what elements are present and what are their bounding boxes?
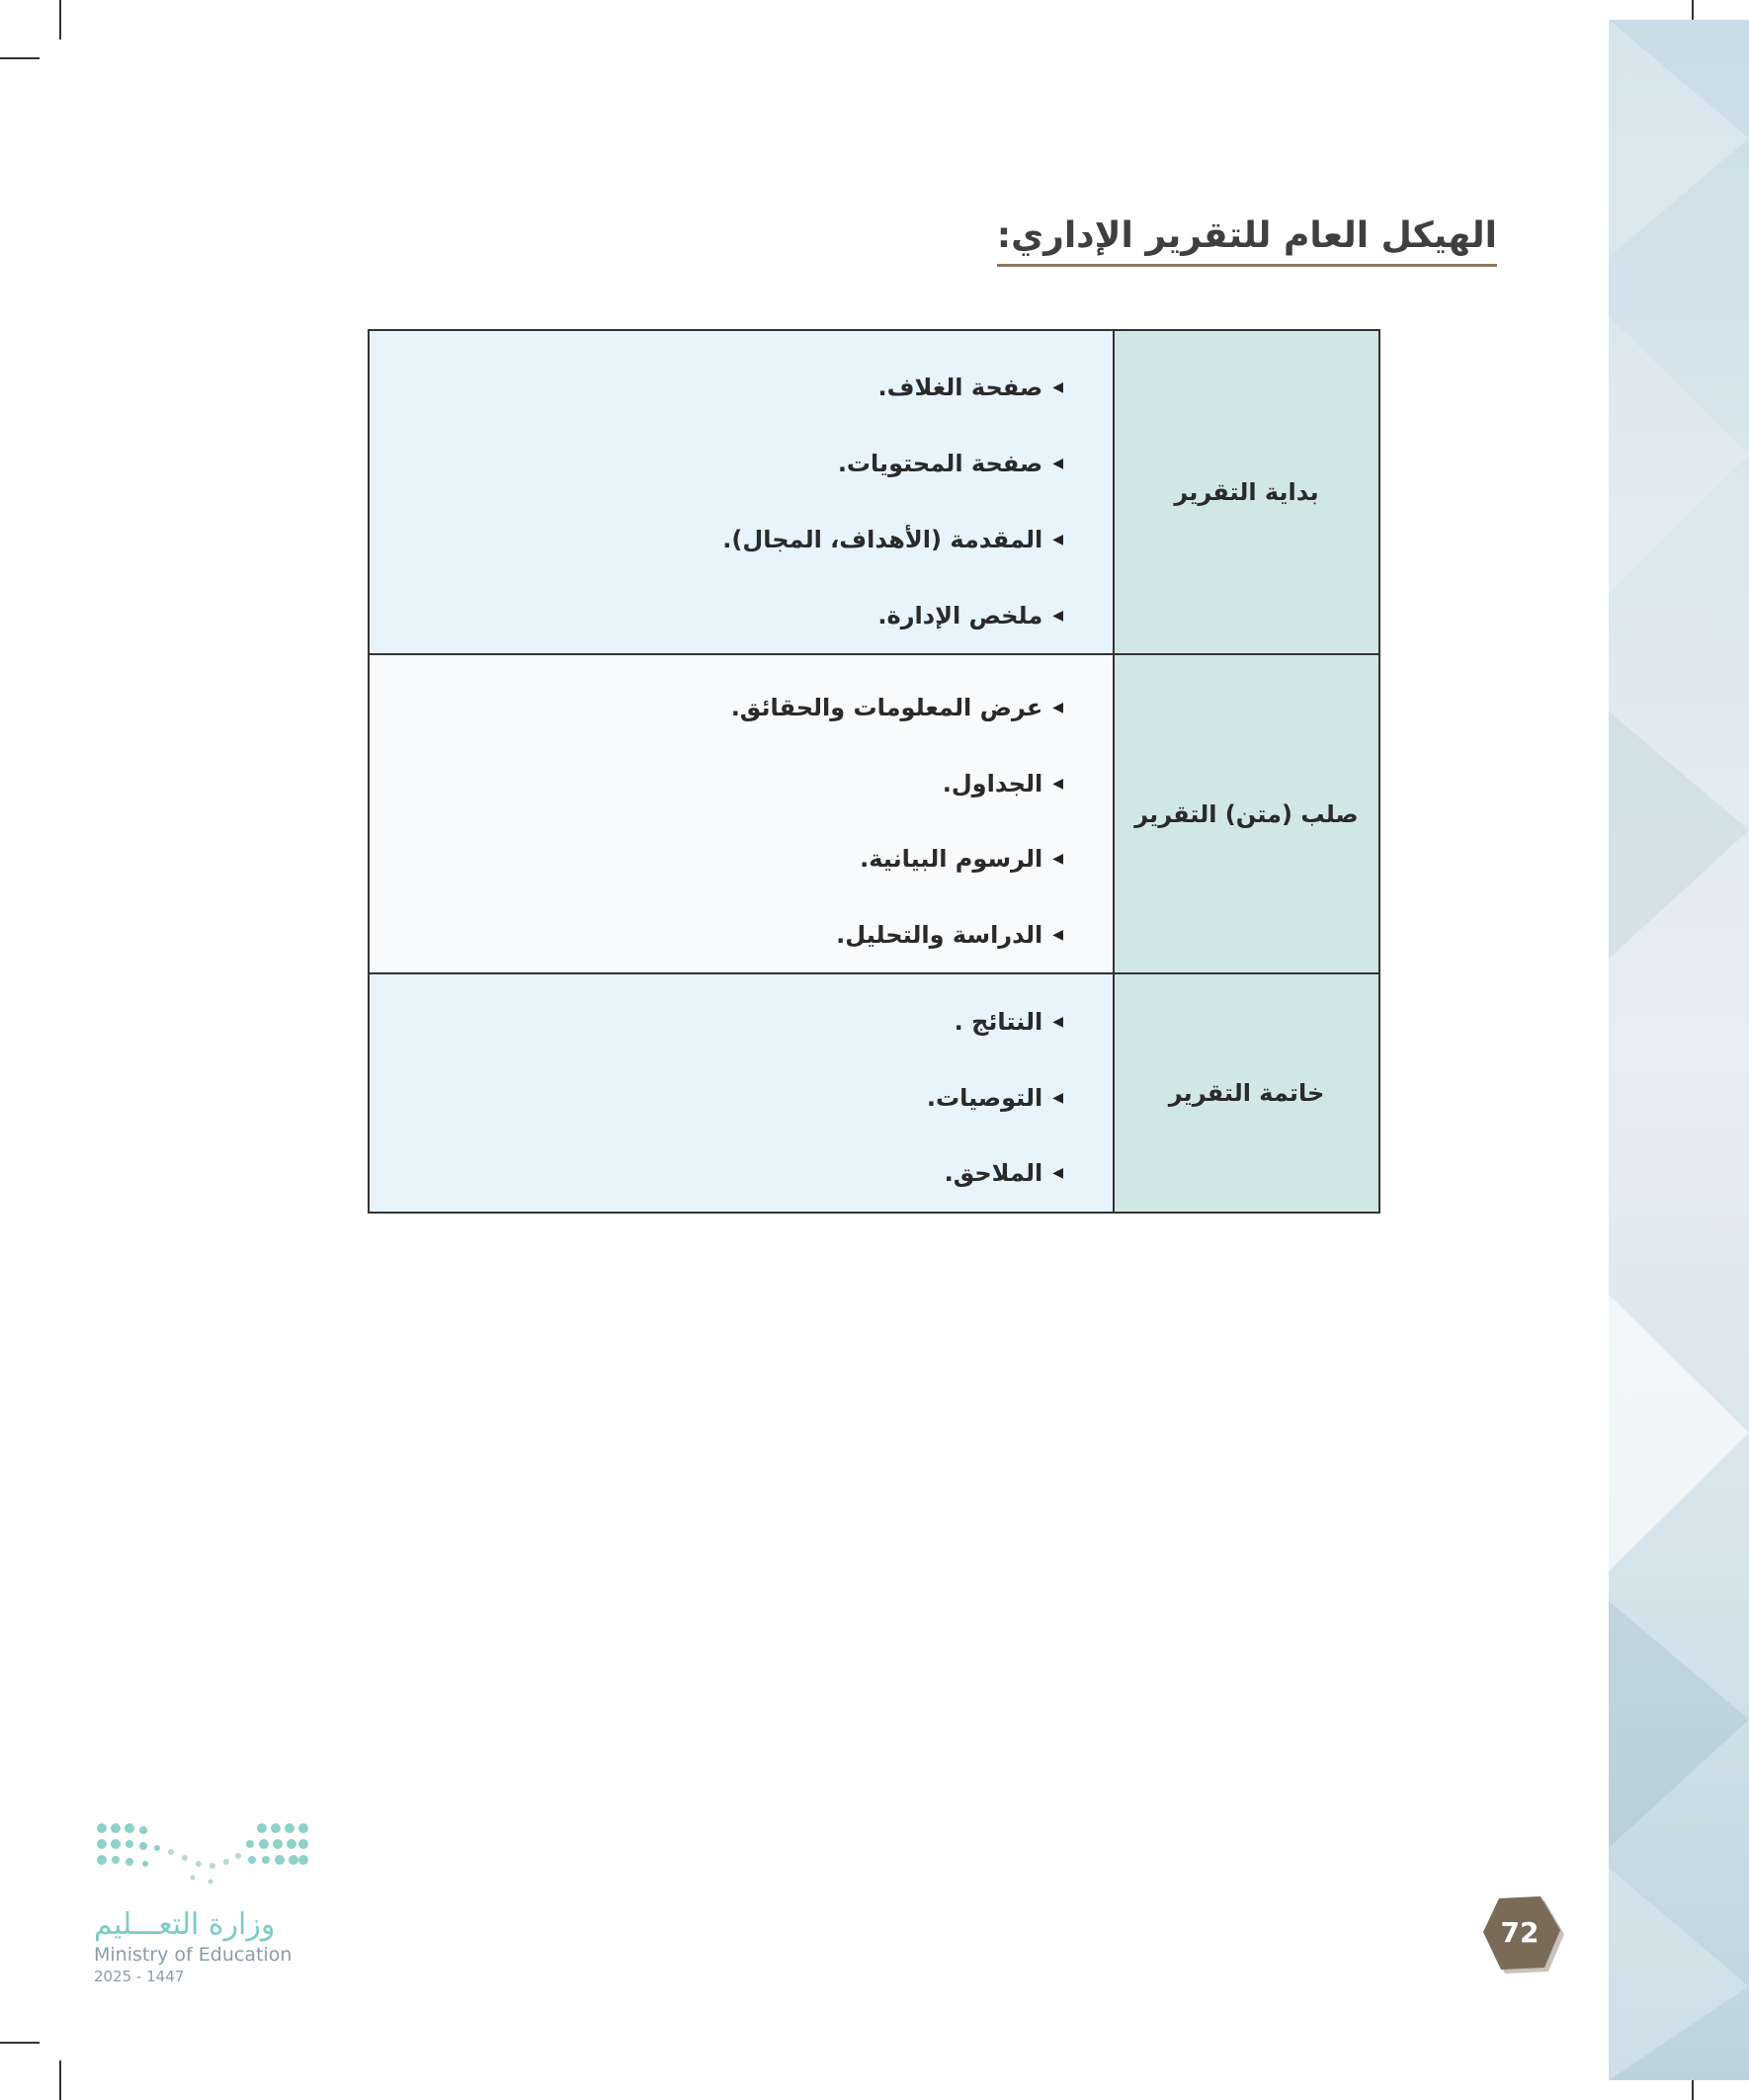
logo-dots-icon: [94, 1818, 311, 1897]
arrow-left-icon: ◀: [1052, 378, 1063, 395]
item-text: المقدمة (الأهداف، المجال).: [722, 525, 1043, 553]
item-text: الملاحق.: [944, 1159, 1043, 1188]
section-name: بداية التقرير: [1114, 330, 1379, 654]
page-number-badge: [1475, 1892, 1564, 1974]
arrow-left-icon: ◀: [1052, 700, 1063, 716]
page-number: 72: [1500, 1916, 1540, 1949]
arrow-left-icon: ◀: [1052, 455, 1063, 471]
section-items-cell: [369, 973, 1114, 1213]
logo-year-text: 2025 - 1447: [94, 1968, 185, 1985]
list-item: [370, 821, 1063, 897]
item-text: ملخص الإدارة.: [877, 601, 1043, 630]
list-item: [370, 577, 1063, 653]
list-item: [370, 984, 1063, 1060]
item-list: [370, 655, 1063, 972]
item-list: [370, 974, 1063, 1212]
crop-mark: [0, 2042, 40, 2044]
list-item: [370, 897, 1063, 973]
list-item: [370, 746, 1063, 822]
list-item: [370, 501, 1063, 577]
arrow-left-icon: ◀: [1052, 607, 1063, 624]
crop-mark: [59, 0, 61, 40]
arrow-left-icon: ◀: [1052, 1165, 1063, 1182]
item-text: النتائج .: [954, 1008, 1043, 1037]
ministry-logo: [94, 1818, 331, 1985]
arrow-left-icon: ◀: [1052, 1089, 1063, 1106]
logo-english-text: Ministry of Education: [94, 1944, 292, 1966]
section-name: صلب (متن) التقرير: [1114, 654, 1379, 973]
crop-mark: [0, 57, 40, 59]
section-items-cell: [369, 330, 1114, 654]
arrow-left-icon: ◀: [1052, 926, 1063, 943]
report-structure-table: [368, 329, 1380, 1214]
arrow-left-icon: ◀: [1052, 531, 1063, 547]
item-text: الدراسة والتحليل.: [836, 920, 1043, 949]
list-item: [370, 425, 1063, 501]
list-item: [370, 349, 1063, 425]
logo-arabic-text: وزارة التعـــليم: [94, 1907, 276, 1942]
item-text: الجداول.: [942, 769, 1043, 798]
crop-mark: [59, 2060, 61, 2100]
item-text: عرض المعلومات والحقائق.: [730, 694, 1043, 722]
list-item: [370, 670, 1063, 746]
table-row: [369, 973, 1379, 1213]
item-text: الرسوم البيانية.: [860, 845, 1043, 874]
item-text: صفحة المحتويات.: [837, 449, 1043, 477]
list-item: [370, 1135, 1063, 1212]
section-name: خاتمة التقرير: [1114, 973, 1379, 1213]
decorative-side-strip: [1609, 20, 1749, 2080]
item-text: التوصيات.: [926, 1083, 1043, 1112]
list-item: [370, 1060, 1063, 1136]
item-list: [370, 331, 1063, 653]
table-row: [369, 330, 1379, 654]
item-text: صفحة الغلاف.: [877, 373, 1043, 401]
arrow-left-icon: ◀: [1052, 1014, 1063, 1031]
table-row: [369, 654, 1379, 973]
section-items-cell: [369, 654, 1114, 973]
arrow-left-icon: ◀: [1052, 851, 1063, 868]
page-title: الهيكل العام للتقرير الإداري:: [997, 215, 1497, 267]
arrow-left-icon: ◀: [1052, 775, 1063, 792]
